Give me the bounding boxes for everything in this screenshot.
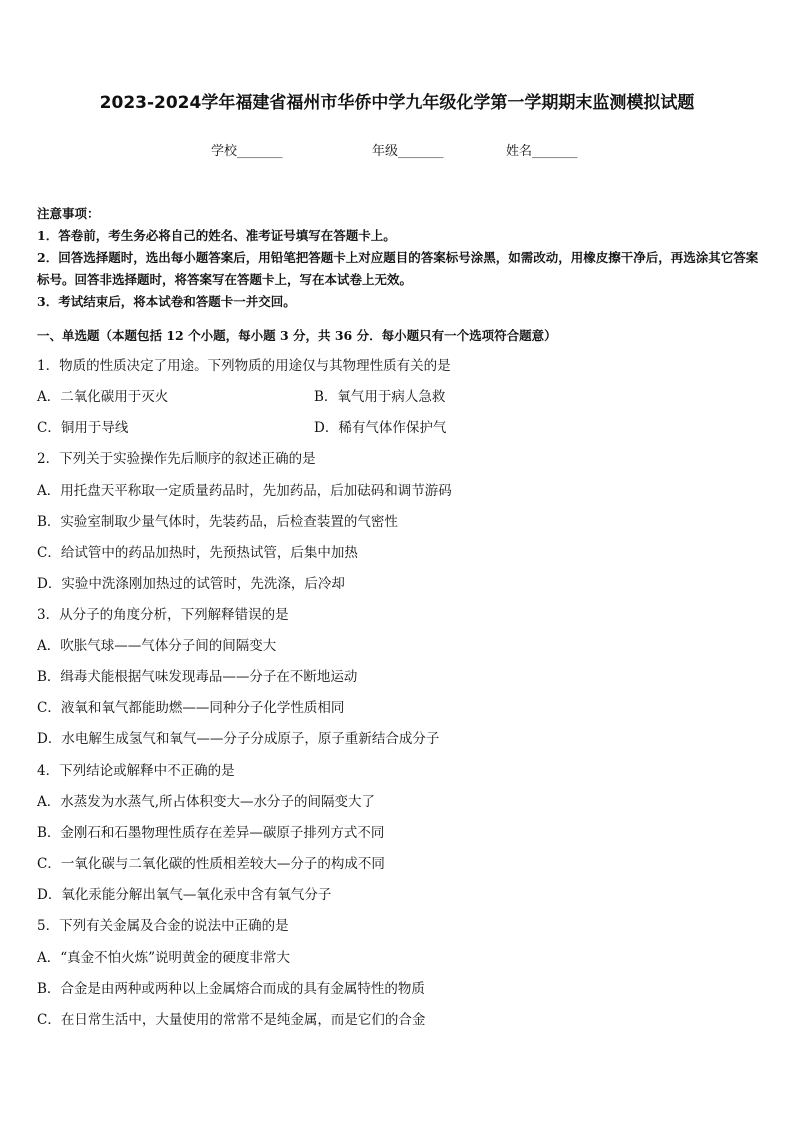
question-3-option-d: D．水电解生成氢气和氧气——分子分成原子，原子重新结合成分子	[37, 731, 440, 747]
notes-block	[37, 203, 759, 313]
notes-heading: 注意事项：	[37, 206, 100, 221]
school-field: 学校_______	[211, 144, 283, 159]
question-5-option-a: A．“真金不怕火炼”说明黄金的硬度非常大	[37, 950, 291, 966]
question-3-option-b: B．缉毒犬能根据气味发现毒品——分子在不断地运动	[37, 669, 358, 685]
question-4-option-c: C．一氧化碳与二氧化碳的性质相差较大—分子的构成不同	[37, 856, 385, 872]
question-2-option-c: C．给试管中的药品加热时，先预热试管，后集中加热	[37, 545, 358, 561]
question-5-option-b: B．合金是由两种或两种以上金属熔合而成的具有金属特性的物质	[37, 981, 425, 997]
notes-item-3: 3．考试结束后，将本试卷和答题卡一并交回。	[37, 294, 296, 309]
question-3-option-c: C．液氧和氧气都能助燃——同种分子化学性质相同	[37, 700, 345, 716]
question-3-option-a: A．吹胀气球——气体分子间的间隔变大	[37, 638, 277, 654]
question-5-stem: 5．下列有关金属及合金的说法中正确的是	[37, 918, 289, 934]
question-2-stem: 2．下列关于实验操作先后顺序的叙述正确的是	[37, 451, 316, 467]
question-4-option-b: B．金刚石和石墨物理性质存在差异—碳原子排列方式不同	[37, 825, 385, 841]
page-title: 2023-2024学年福建省福州市华侨中学九年级化学第一学期期末监测模拟试题	[99, 93, 695, 113]
question-4-option-d: D．氧化汞能分解出氧气—氧化汞中含有氧气分子	[37, 887, 332, 903]
notes-item-1: 1．答卷前，考生务必将自己的姓名、准考证号填写在答题卡上。	[37, 228, 396, 243]
grade-field: 年级_______	[372, 144, 444, 159]
question-4-option-a: A．水蒸发为水蒸气,所占体积变大—水分子的间隔变大了	[37, 794, 376, 810]
section-heading: 一、单选题（本题包括 12 个小题，每小题 3 分，共 36 分．每小题只有一个选项符合题意）	[37, 328, 557, 343]
question-1-option-b: B．氧气用于病人急救	[314, 389, 446, 405]
question-3-stem: 3．从分子的角度分析，下列解释错误的是	[37, 607, 289, 623]
question-5-option-c: C．在日常生活中，大量使用的常常不是纯金属，而是它们的合金	[37, 1012, 426, 1028]
question-1-option-d: D．稀有气体作保护气	[314, 420, 447, 436]
question-2-option-d: D．实验中洗涤刚加热过的试管时，先洗涤，后冷却	[37, 576, 345, 592]
question-1-stem: 1．物质的性质决定了用途。下列物质的用途仅与其物理性质有关的是	[37, 358, 451, 374]
name-field: 姓名_______	[506, 144, 578, 159]
question-1-option-a: A．二氧化碳用于灭火	[37, 389, 169, 405]
question-2-option-a: A．用托盘天平称取一定质量药品时，先加药品，后加砝码和调节游码	[37, 483, 452, 499]
question-1-option-c: C．铜用于导线	[37, 420, 129, 436]
question-2-option-b: B．实验室制取少量气体时，先装药品，后检查装置的气密性	[37, 514, 398, 530]
notes-item-2: 2．回答选择题时，选出每小题答案后，用铅笔把答题卡上对应题目的答案标号涂黑，如需改动，用橡皮擦干净后，再选涂其它答案标号。回答非选择题时，将答案写在答题卡上，写在本试卷上无效。	[37, 250, 759, 287]
question-4-stem: 4．下列结论或解释中不正确的是	[37, 763, 235, 779]
